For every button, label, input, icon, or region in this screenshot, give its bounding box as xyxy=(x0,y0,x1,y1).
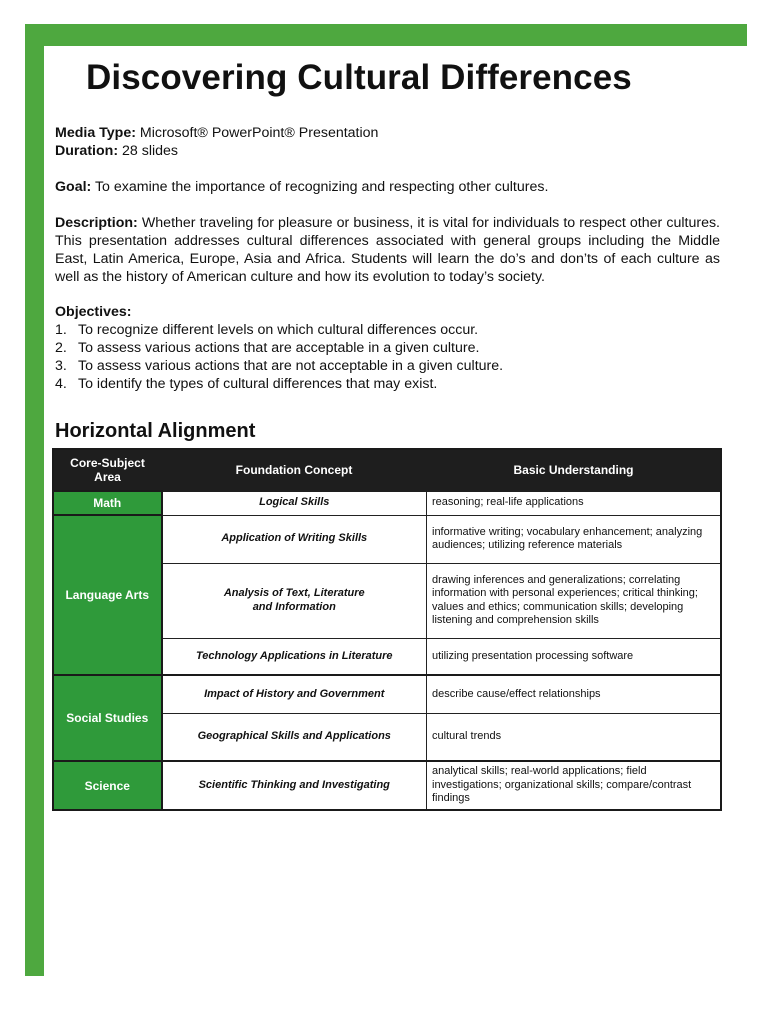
list-item xyxy=(55,339,720,357)
area-cell-language-arts: Language Arts xyxy=(53,515,162,675)
understanding-cell: utilizing presentation processing software xyxy=(427,638,722,675)
list-number: 3. xyxy=(55,358,67,374)
list-item xyxy=(55,321,720,339)
list-text: To assess various actions that are acceptable in a given culture. xyxy=(78,340,480,356)
header-concept: Foundation Concept xyxy=(162,449,427,491)
left-accent-bar xyxy=(25,24,44,976)
understanding-cell: informative writing; vocabulary enhancement; analyzing audiences; utilizing reference materials xyxy=(427,515,722,563)
page-title: Discovering Cultural Differences xyxy=(86,58,632,97)
header-understanding: Basic Understanding xyxy=(427,449,722,491)
alignment-table xyxy=(52,448,722,811)
header-area: Core-Subject Area xyxy=(53,449,162,491)
goal-value: To examine the importance of recognizing and respecting other cultures. xyxy=(91,179,549,195)
media-type-line xyxy=(55,124,720,142)
concept-cell: Impact of History and Government xyxy=(162,675,427,713)
list-text: To identify the types of cultural differences that may exist. xyxy=(78,376,438,392)
list-text: To assess various actions that are not acceptable in a given culture. xyxy=(78,358,504,374)
concept-cell xyxy=(162,563,427,638)
concept-text: Analysis of Text, Literature and Information xyxy=(223,587,365,613)
description-label: Description: xyxy=(55,215,138,231)
list-number: 4. xyxy=(55,376,67,392)
section-heading: Horizontal Alignment xyxy=(55,420,256,442)
objectives-list xyxy=(55,321,720,393)
concept-cell: Scientific Thinking and Investigating xyxy=(162,761,427,810)
concept-cell: Application of Writing Skills xyxy=(162,515,427,563)
table-row xyxy=(53,515,721,563)
description-paragraph xyxy=(55,214,720,286)
description-value: Whether traveling for pleasure or business, it is vital for individuals to respect other cultures. This presentation addresses cultural differences associated with general groups including the Middle East, Latin America, Europe, Asia and Africa. Students will learn the do’s and don’ts of each culture as well as the history of American culture and how its evolution to today’s society. xyxy=(55,215,720,285)
table-header-row xyxy=(53,449,721,491)
understanding-cell: analytical skills; real-world applications; field investigations; organizational skills; compare/contrast findings xyxy=(427,761,722,810)
top-accent-bar xyxy=(25,24,747,46)
duration-label: Duration: xyxy=(55,143,119,159)
area-cell-social-studies: Social Studies xyxy=(53,675,162,761)
understanding-cell: describe cause/effect relationships xyxy=(427,675,722,713)
concept-cell: Technology Applications in Literature xyxy=(162,638,427,675)
table-row xyxy=(53,491,721,515)
list-text: To recognize different levels on which cultural differences occur. xyxy=(78,322,479,338)
duration-line xyxy=(55,142,720,160)
list-item xyxy=(55,357,720,375)
understanding-cell: cultural trends xyxy=(427,713,722,761)
media-type-label: Media Type: xyxy=(55,125,136,141)
list-number: 2. xyxy=(55,340,67,356)
understanding-cell: drawing inferences and generalizations; correlating information with personal experiences; critical thinking; values and ethics; communication skills; developing listening and comprehension skills xyxy=(427,563,722,638)
concept-cell: Geographical Skills and Applications xyxy=(162,713,427,761)
media-type-value: Microsoft® PowerPoint® Presentation xyxy=(135,125,379,141)
area-cell-math: Math xyxy=(53,491,162,515)
duration-value: 28 slides xyxy=(118,143,178,159)
document-body xyxy=(55,124,720,393)
table-row xyxy=(53,675,721,713)
goal-label: Goal: xyxy=(55,179,92,195)
understanding-cell: reasoning; real-life applications xyxy=(427,491,722,515)
list-item xyxy=(55,375,720,393)
area-cell-science: Science xyxy=(53,761,162,810)
table-row xyxy=(53,761,721,810)
objectives-label: Objectives: xyxy=(55,304,132,320)
goal-line xyxy=(55,178,720,196)
concept-cell: Logical Skills xyxy=(162,491,427,515)
list-number: 1. xyxy=(55,322,67,338)
